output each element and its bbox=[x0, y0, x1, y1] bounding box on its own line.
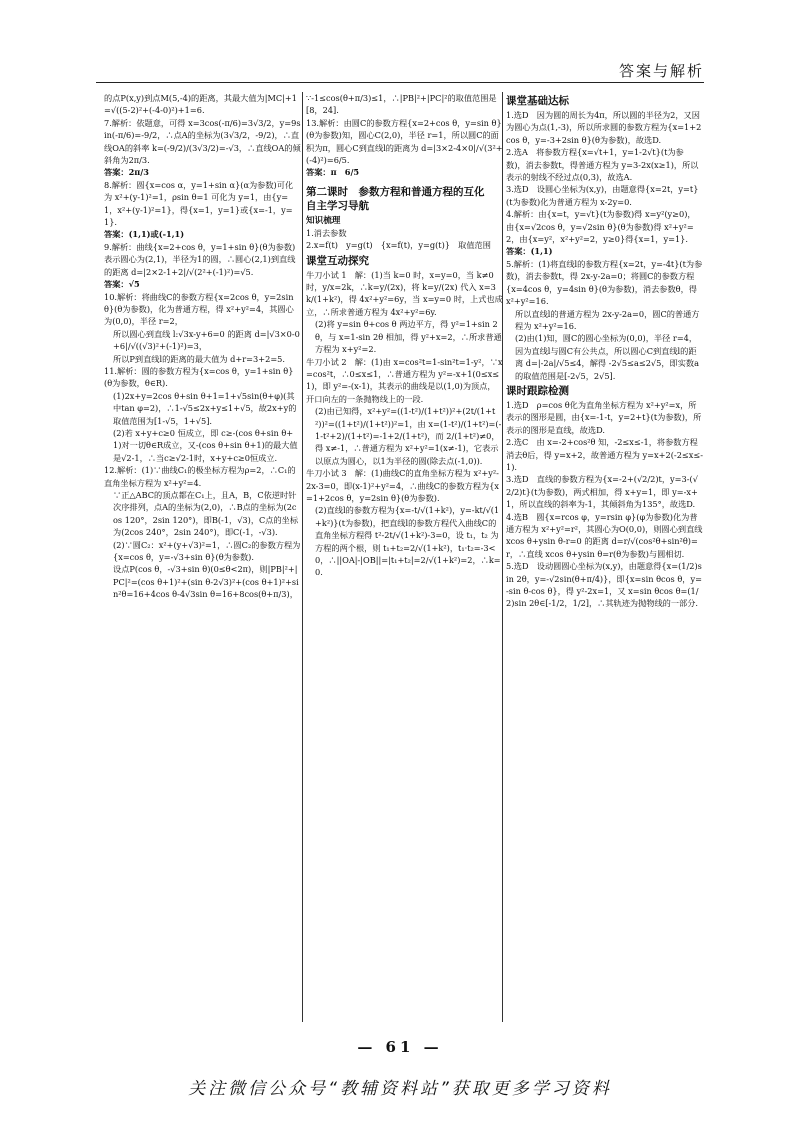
page-number: — 61 — bbox=[357, 1038, 443, 1056]
header-title: 答案与解析 bbox=[618, 62, 704, 80]
solution-paragraph: 所以圆心到直线 l:√3x-y+6=0 的距离 d=|√3×0-0+6|/√((√3)²+(-1)²)=3， bbox=[113, 328, 300, 352]
column-1 bbox=[104, 92, 301, 1022]
solution-paragraph: 1.选D 因为圆的周长为4π，所以圆的半径为2，又因为圆心为点(1,-3)，所以所求圆的参数方程为{x=1+2cos θ，y=-3+2sin θ}(θ为参数)，故选D. bbox=[506, 110, 702, 145]
solution-paragraph: 设点P(cos θ，-√3+sin θ)(0≤θ<2π)，则|PB|²+|PC|²=(cos θ+1)²+(sin θ-2√3)²+(cos θ+1)²+sin²θ=16+4cos θ-4√3sin θ=16+8cos(θ+π/3)， bbox=[113, 564, 299, 600]
solution-paragraph: 2.选A 将参数方程{x=√t+1，y=1-2√t}(t为参数)，消去参数t，得普通方程为 y=3-2x(x≥1)，所以表示的射线不经过点(0,3)，故选A. bbox=[506, 147, 699, 183]
subsection-heading: 知识梳理 bbox=[306, 215, 341, 226]
solution-paragraph: 1.选D ρ=cos θ化为直角坐标方程为 x²+y²=x，所表示的图形是圆，由{x=-1-t，y=2+t}(t为参数)，所表示的图形是直线，故选D. bbox=[506, 399, 702, 435]
solution-paragraph: 12.解析：(1)∵曲线C₁的极坐标方程为ρ=2，∴C₁的直角坐标方程为 x²+y²=4. bbox=[104, 465, 296, 488]
section-heading: 自主学习导航 bbox=[306, 199, 369, 212]
section-heading: 课堂互动探究 bbox=[306, 254, 369, 267]
column-divider bbox=[302, 92, 303, 1022]
solution-paragraph: 5.选D 设动圆圆心坐标为(x,y)，由题意得{x=(1/2)sin 2θ，y=-√2sin(θ+π/4)}，即{x=sin θcos θ，y=-sin θ-cos θ}，得 y²-2x=1，又 x=sin θcos θ=(1/2)sin 2θ∈[-1/2，1/2]，∴其轨迹为抛物线的一部分. bbox=[506, 561, 702, 609]
solution-paragraph: ∵正△ABC的顶点都在C₁上，且A，B，C依逆时针次序排列，点A的坐标为(2,0)，∴B点的坐标为(2cos 120°，2sin 120°)，即B(-1，√3)，C点的坐标为(2cos 240°，2sin 240°)，即C(-1，-√3). bbox=[113, 490, 299, 538]
solution-paragraph: ∵-1≤cos(θ+π/3)≤1，∴|PB|²+|PC|²的取值范围是[8，24]. bbox=[306, 93, 497, 116]
solution-paragraph: 牛刀小试 1 解：(1)当 k=0 时，x=y=0，当 k≠0 时，y/x=2k，∴k=y/(2x)，将 k=y/(2x) 代入 x=3k/(1+k²)，得 4x²+y²=6y，当 x=y=0 时，上式也成立，∴所求普通方程为 4x²+y²=6y. bbox=[306, 269, 503, 317]
section-heading: 课时跟踪检测 bbox=[506, 384, 569, 397]
answer-line: 答案：√5 bbox=[104, 279, 140, 290]
solution-paragraph: (2)直线l的参数方程为{x=-t/√(1+k²)，y=-kt/√(1+k²)}(t为参数)，把直线l的参数方程代入曲线C的直角坐标方程得 t²-2t/√(1+k²)-3=0，设 t₁，t₂ 为方程的两个根，则 t₁+t₂=2/√(1+k²)，t₁·t₂=-3<0，∴||OA|-|OB||=|t₁+t₂|=2/√(1+k²)=2，∴k=0. bbox=[315, 505, 501, 578]
solution-paragraph: 所以P到直线l的距离的最大值为 d+r=3+2=5. bbox=[113, 353, 285, 364]
answer-line: 答案：(1,1)或(-1,1) bbox=[104, 229, 185, 240]
solution-paragraph: 3.选D 设圆心坐标为(x,y)，由题意得{x=2t，y=t}(t为参数)化为普通方程为 x-2y=0. bbox=[506, 184, 699, 207]
lesson-title: 第二课时 参数方程和普通方程的互化 bbox=[306, 185, 485, 198]
solution-paragraph: (2)由(1)知，圆C的圆心坐标为(0,0)，半径 r=4，因为直线l与圆C有公共点，所以圆心C到直线l的距离 d=|-2a|/√5≤4，解得 -2√5≤a≤2√5，即实数a的取值范围是[-2√5，2√5]. bbox=[515, 333, 699, 381]
solution-paragraph: 所以直线l的普通方程为 2x-y-2a=0，圆C的普通方程为 x²+y²=16. bbox=[515, 308, 700, 331]
solution-paragraph: 13.解析：由圆C的参数方程{x=2+cos θ，y=sin θ}(θ为参数)知，圆心C(2,0)，半径 r=1，所以圆C的面积为π，圆心C到直线l的距离为 d=|3×2-4×0|/√(3²+(-4)²)=6/5. bbox=[306, 117, 503, 166]
solution-paragraph: 4.解析：由{x=t，y=√t}(t为参数)得 x=y²(y≥0)，由{x=√2cos θ，y=√2sin θ}(θ为参数)得 x²+y²=2，由{x=y²，x²+y²=2，y≥0}得{x=1，y=1}. bbox=[506, 209, 696, 245]
column-3 bbox=[506, 92, 703, 1022]
solution-paragraph: 牛刀小试 3 解：(1)曲线C的直角坐标方程为 x²+y²-2x-3=0，即(x-1)²+y²=4，∴曲线C的参数方程为{x=1+2cos θ，y=2sin θ}(θ为参数). bbox=[306, 468, 500, 503]
header-rule bbox=[96, 82, 704, 83]
solution-paragraph: (2)若 x+y+c≥0 恒成立，即 c≥-(cos θ+sin θ+1)对一切θ∈R成立，又-(cos θ+sin θ+1)的最大值是√2-1，∴当c≥√2-1时，x+y+c≥0恒成立. bbox=[113, 427, 298, 463]
solution-paragraph: 牛刀小试 2 解：(1)由 x=cos²t=1-sin²t=1-y²，∵x=cos²t，∴0≤x≤1，∴普通方程为 y²=-x+1(0≤x≤1)，即 y²=-(x-1)，其表示的曲线是以(1,0)为顶点，开口向左的一条抛物线上的一段. bbox=[306, 356, 503, 404]
answer-line: 答案：π 6/5 bbox=[306, 167, 360, 178]
solution-paragraph: 11.解析：圆的参数方程为{x=cos θ，y=1+sin θ}(θ为参数，θ∈R). bbox=[104, 365, 294, 389]
solution-paragraph: 3.选D 直线的参数方程为{x=-2+(√2/2)t，y=3-(√2/2)t}(t为参数)，两式相加，得 x+y=1，即 y=-x+1，所以直线的斜率为-1，其倾斜角为135°，故选D. bbox=[506, 474, 698, 510]
solution-paragraph: 9.解析：曲线{x=2+cos θ，y=1+sin θ}(θ为参数)表示圆心为(2,1)，半径为1的圆，∴圆心(2,1)到直线的距离 d=|2×2-1+2|/√(2²+(-1)²)=√5. bbox=[104, 241, 296, 277]
solution-paragraph: 4.选B 圆{x=rcos φ，y=rsin φ}(φ为参数)化为普通方程为 x²+y²=r²，其圆心为O(0,0)，则圆心到直线 xcos θ+ysin θ-r=0 的距离 d=r/√(cos²θ+sin²θ)=r，∴直线 xcos θ+ysin θ=r(θ为参数)与圆相切. bbox=[506, 511, 703, 559]
solution-paragraph: 的点P(x,y)到点M(5,-4)的距离，其最大值为|MC|+1=√((5-2)²+(-4-0)²)+1=6. bbox=[104, 93, 297, 116]
column-2 bbox=[306, 92, 503, 1022]
solution-paragraph: 2.x=f(t) y=g(t) {x=f(t)，y=g(t)} 取值范围 bbox=[306, 240, 491, 251]
column-divider bbox=[502, 92, 503, 1022]
answer-line: 答案：2π/3 bbox=[104, 167, 149, 178]
solution-paragraph: 8.解析：圆{x=cos α，y=1+sin α}(α为参数)可化为 x²+(y-1)²=1，ρsin θ=1 可化为 y=1，由{y=1，x²+(y-1)²=1}，得{x=1，y=1}或{x=-1，y=1}. bbox=[104, 179, 294, 228]
solution-paragraph: 10.解析：将曲线C的参数方程{x=2cos θ，y=2sin θ}(θ为参数)，化为普通方程，得 x²+y²=4，其圆心为(0,0)，半径 r=2， bbox=[104, 291, 294, 327]
footer-text: 关注微信公众号“教辅资料站”获取更多学习资料 bbox=[188, 1079, 612, 1099]
answer-line: 答案：(1,1) bbox=[506, 246, 553, 257]
section-heading: 课堂基础达标 bbox=[506, 95, 569, 107]
solution-paragraph: (2)将 y=sin θ+cos θ 两边平方，得 y²=1+sin 2θ，与 x=1-sin 2θ 相加，得 y²+x=2，∴所求普通方程为 x+y²=2. bbox=[315, 319, 502, 355]
solution-paragraph: 1.消去参数 bbox=[306, 227, 347, 238]
solution-paragraph: (2)由已知得，x²+y²=((1-t²)/(1+t²))²+(2t/(1+t²))²=((1+t²)/(1+t²))²=1，由 x=(1-t²)/(1+t²)=(-1-t²+2)/(1+t²)=-1+2/(1+t²)，而 2/(1+t²)≠0，得 x≠-1，∴普通方程为 x²+y²=1(x≠-1)，它表示以原点为圆心，以1为半径的圆(除去点(-1,0)). bbox=[315, 406, 502, 466]
solution-paragraph: (2)∵圆C₂：x²+(y+√3)²=1，∴圆C₂的参数方程为{x=cos θ，y=-√3+sin θ}(θ为参数). bbox=[113, 539, 301, 563]
solution-paragraph: 7.解析：依题意，可得 x=3cos(-π/6)=3√3/2，y=9sin(-π/6)=-9/2，∴点A的坐标为(3√3/2，-9/2)，∴直线OA的斜率 k=(-9/2)/(3√3/2)=-√3，∴直线OA的倾斜角为2π/3. bbox=[104, 117, 301, 166]
solution-paragraph: 5.解析：(1)将直线l的参数方程{x=2t，y=-4t}(t为参数)，消去参数t，得 2x-y-2a=0；将圆C的参数方程{x=4cos θ，y=4sin θ}(θ为参数)，消去参数θ，得 x²+y²=16. bbox=[506, 258, 703, 307]
solution-paragraph: (1)2x+y=2cos θ+sin θ+1=1+√5sin(θ+φ)(其中tan φ=2)，∴1-√5≤2x+y≤1+√5，故2x+y的取值范围为[1-√5，1+√5]. bbox=[113, 390, 297, 426]
solution-paragraph: 2.选C 由 x=-2+cos²θ 知，-2≤x≤-1，将参数方程消去θ后，得 y=x+2，故普通方程为 y=x+2(-2≤x≤-1). bbox=[506, 437, 703, 472]
